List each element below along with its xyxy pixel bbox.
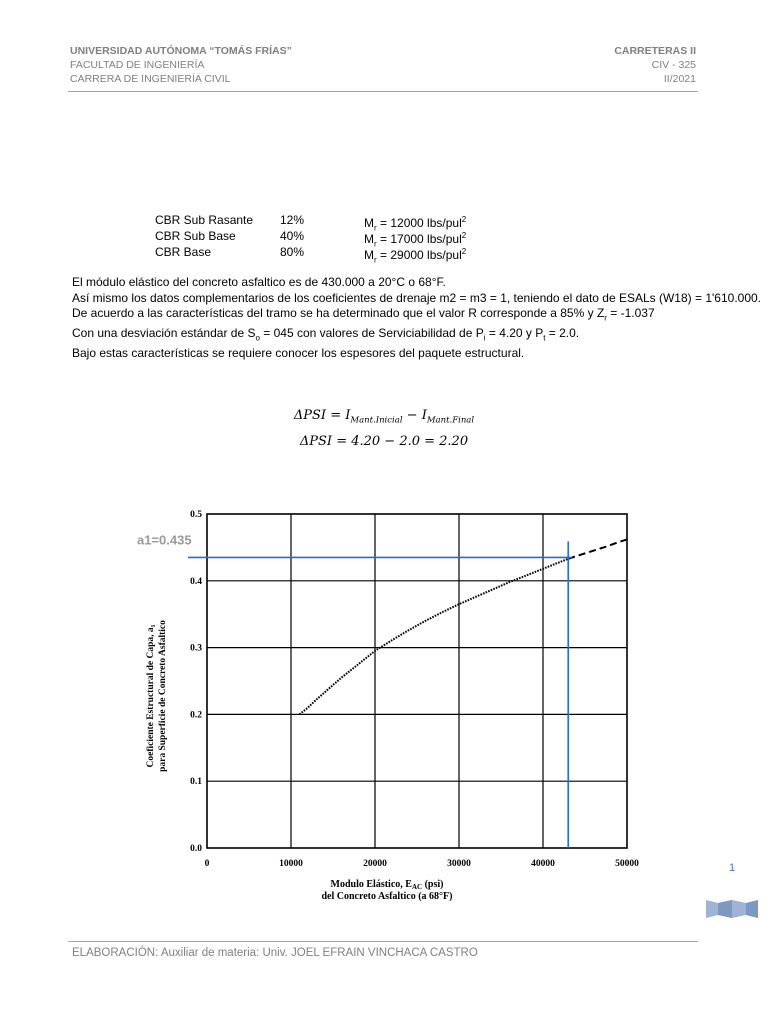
header-divider [68, 91, 698, 92]
cbr-name: CBR Sub Rasante [155, 213, 254, 227]
header-right [614, 44, 696, 86]
cbr-percent: 80% [280, 245, 305, 259]
y-tick-label: 0.1 [190, 777, 202, 788]
equation-psi-value: ΔPSI = 4.20 − 2.0 = 2.20 [299, 434, 469, 449]
x-tick-label: 10000 [279, 859, 303, 869]
cbr-percent: 12% [280, 213, 305, 227]
header-left [70, 44, 292, 86]
y-tick-label: 0.0 [190, 844, 202, 854]
x-tick-label: 20000 [363, 859, 387, 869]
university-name: UNIVERSIDAD AUTÓNOMA “TOMÁS FRÍAS” [70, 45, 292, 57]
x-tick-label: 0 [204, 859, 210, 869]
career-name: CARRERA DE INGENIERÍA CIVIL [70, 73, 231, 85]
y-tick-label: 0.2 [190, 710, 202, 721]
x-axis-label: Modulo Elástico, $E_{AC}$ (psi) [330, 879, 444, 891]
chart-grid [207, 514, 627, 848]
chart-frame [207, 514, 627, 848]
y-axis-ticks [190, 510, 202, 854]
y-axis-label-line2: para Superficie de Concreto Asfaltico [158, 620, 168, 772]
page-number: 1 [729, 862, 736, 874]
y-tick-label: 0.5 [190, 510, 202, 520]
cbr-percent: 40% [280, 229, 305, 243]
x-tick-label: 40000 [531, 859, 555, 869]
x-axis-label-line2: del Concreto Asfaltico (a 68°F) [321, 891, 453, 902]
statement-line: Así mismo los datos complementarios de los coeficientes de drenaje m2 = m3 = 1, teniendo el dato de ESALs (W18) = 1'610.000. [72, 290, 762, 305]
statement-line: Con una desviación estándar de $S_o = 045$ con valores de Serviciabilidad de $P_i = 4.20$ y $P_t = 2.0$. [72, 325, 580, 343]
statement-line: El módulo elástico del concreto asfaltico es de 430.000 a 20°C o 68°F. [72, 275, 446, 289]
a1-annotation: a1=0.435 [137, 532, 192, 548]
equation-psi-definition: $\Delta PSI = I_{Mant.Inicial} - I_{Mant.Final}$ [293, 408, 475, 426]
chart-reference-lines [188, 541, 572, 848]
cbr-modulus: $M_r = 17000$ lbs/pul$^2$ [364, 231, 467, 249]
y-axis-label: Coeficiente Estructural de Capa, a₁ [146, 624, 156, 768]
course-name: CARRETERAS II [614, 45, 696, 57]
curve-extrapolated [568, 539, 627, 558]
chart-curve [299, 539, 627, 714]
footer-credit: ELABORACIÓN: Auxiliar de materia: Univ. JOEL EFRAIN VINCHACA CASTRO [72, 947, 478, 959]
x-tick-label: 50000 [615, 859, 639, 869]
statement-line: Bajo estas características se requiere conocer los espesores del paquete estructural. [72, 345, 525, 360]
problem-statement [72, 275, 762, 361]
cbr-modulus: $M_r = 29000$ lbs/pul$^2$ [364, 247, 467, 265]
statement-line: De acuerdo a las características del tramo se ha determinado que el valor R corresponde a 85% y $Z_r = -1.037$ [72, 306, 655, 323]
y-tick-label: 0.3 [190, 643, 202, 654]
course-code: CIV - 325 [651, 59, 696, 71]
faculty-name: FACULTAD DE INGENIERÍA [70, 59, 205, 71]
x-axis-ticks [205, 859, 640, 869]
cbr-modulus: $M_r = 12000$ lbs/pul$^2$ [364, 215, 467, 233]
curve-measured [299, 559, 568, 715]
y-tick-label: 0.4 [190, 576, 202, 587]
page-decoration-icon [704, 896, 760, 922]
footer-divider [68, 941, 698, 942]
cbr-name: CBR Sub Base [155, 229, 236, 243]
cbr-name: CBR Base [155, 245, 212, 259]
x-tick-label: 30000 [447, 859, 471, 869]
semester: II/2021 [663, 73, 696, 85]
layer-coefficient-chart [130, 502, 640, 902]
